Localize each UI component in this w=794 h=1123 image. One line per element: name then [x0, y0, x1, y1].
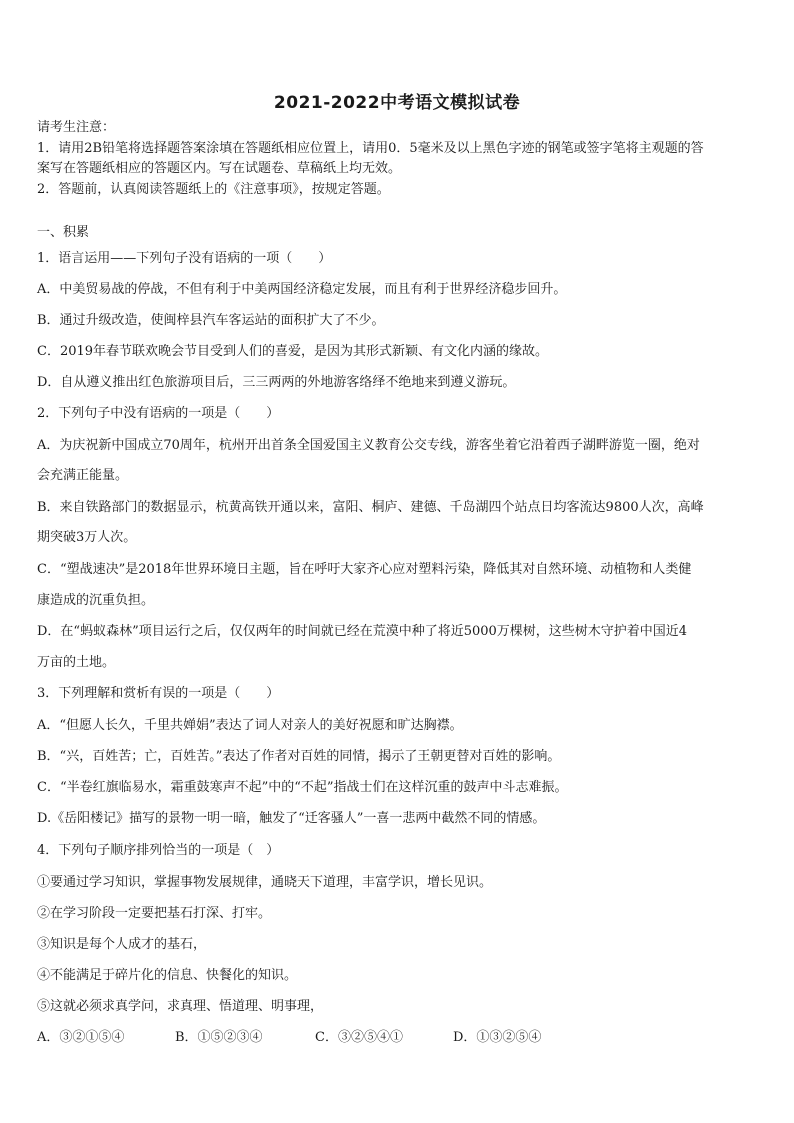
- question-1-option-a: A．中美贸易战的停战，不但有利于中美两国经济稳定发展，而且有利于世界经济稳步回升。: [37, 282, 567, 297]
- notice-item-1-line-2: 案写在答题纸相应的答题区内。写在试题卷、草稿纸上均无效。: [37, 161, 402, 176]
- question-4-sentence-1: ①要通过学习知识，掌握事物发展规律，通晓天下道理，丰富学识，增长见识。: [37, 875, 493, 890]
- question-4-sentence-3: ③知识是每个人成才的基石，: [37, 937, 207, 952]
- section-heading: 一、积累: [37, 225, 90, 240]
- question-1-option-b: B．通过升级改造，使闽梓县汽车客运站的面积扩大了不少。: [37, 313, 385, 328]
- question-4-sentence-4: ④不能满足于碎片化的信息、快餐化的知识。: [37, 968, 298, 983]
- question-3-option-c: C．“半卷红旗临易水，霜重鼓寒声不起”中的“不起”指战士们在这样沉重的鼓声中斗志难振。: [37, 780, 568, 795]
- question-4-choice-d: D．①③②⑤④: [453, 1030, 542, 1045]
- question-2-option-a-line-2: 会充满正能量。: [37, 468, 129, 483]
- question-4-choice-b: B．①⑤②③④: [175, 1030, 263, 1045]
- question-3-stem: 3．下列理解和赏析有误的一项是（ ）: [37, 686, 280, 701]
- question-2-option-b-line-1: B．来自铁路部门的数据显示，杭黄高铁开通以来，富阳、桐庐、建德、千岛湖四个站点日均客流达9800人次，高峰: [37, 500, 704, 515]
- notice-item-1-line-1: 1．请用2B铅笔将选择题答案涂填在答题纸相应位置上，请用0．5毫米及以上黑色字迹的钢笔或签字笔将主观题的答: [37, 141, 704, 156]
- question-2-option-c-line-2: 康造成的沉重负担。: [37, 593, 155, 608]
- question-1-stem: 1．语言运用——下列句子没有语病的一项（ ）: [37, 251, 332, 266]
- question-2-option-d-line-1: D．在“蚂蚁森林”项目运行之后，仅仅两年的时间就已经在荒漠中种了将近5000万棵树，这些树木守护着中国近4: [37, 624, 688, 639]
- question-1-option-d: D．自从遵义推出红色旅游项目后，三三两两的外地游客络绎不绝地来到遵义游玩。: [37, 375, 516, 390]
- question-3-option-d: D.《岳阳楼记》描写的景物一明一暗，触发了“迁客骚人”一喜一悲两中截然不同的情感。: [37, 811, 546, 826]
- question-2-option-d-line-2: 万亩的土地。: [37, 655, 116, 670]
- question-3-option-b: B．“兴，百姓苦；亡，百姓苦。”表达了作者对百姓的同情，揭示了王朝更替对百姓的影响。: [37, 749, 561, 764]
- notice-item-2: 2．答题前，认真阅读答题纸上的《注意事项》，按规定答题。: [37, 182, 390, 197]
- question-1-option-c: C．2019年春节联欢晚会节目受到人们的喜爱，是因为其形式新颖、有文化内涵的缘故。: [37, 344, 549, 359]
- question-4-sentence-5: ⑤这就必须求真学问，求真理、悟道理、明事理，: [37, 999, 324, 1014]
- question-4-choice-a: A．③②①⑤④: [37, 1030, 125, 1045]
- page-title: 2021-2022中考语文模拟试卷: [273, 93, 521, 113]
- question-4-choice-c: C．③②⑤④①: [315, 1030, 403, 1045]
- question-2-option-b-line-2: 期突破3万人次。: [37, 530, 137, 545]
- question-2-stem: 2．下列句子中没有语病的一项是（ ）: [37, 406, 280, 421]
- question-2-option-c-line-1: C．“塑战速决”是2018年世界环境日主题，旨在呼吁大家齐心应对塑料污染，降低其对自然环境、动植物和人类健: [37, 562, 692, 577]
- question-3-option-a: A．“但愿人长久，千里共婵娟”表达了词人对亲人的美好祝愿和旷达胸襟。: [37, 718, 463, 733]
- question-4-sentence-2: ②在学习阶段一定要把基石打深、打牢。: [37, 906, 272, 921]
- notice-heading: 请考生注意：: [37, 120, 116, 135]
- question-2-option-a-line-1: A．为庆祝新中国成立70周年，杭州开出首条全国爱国主义教育公交专线，游客坐着它沿着西子湖畔游览一圈，绝对: [37, 438, 700, 453]
- question-4-stem: 4．下列句子顺序排列恰当的一项是（ ）: [37, 843, 280, 858]
